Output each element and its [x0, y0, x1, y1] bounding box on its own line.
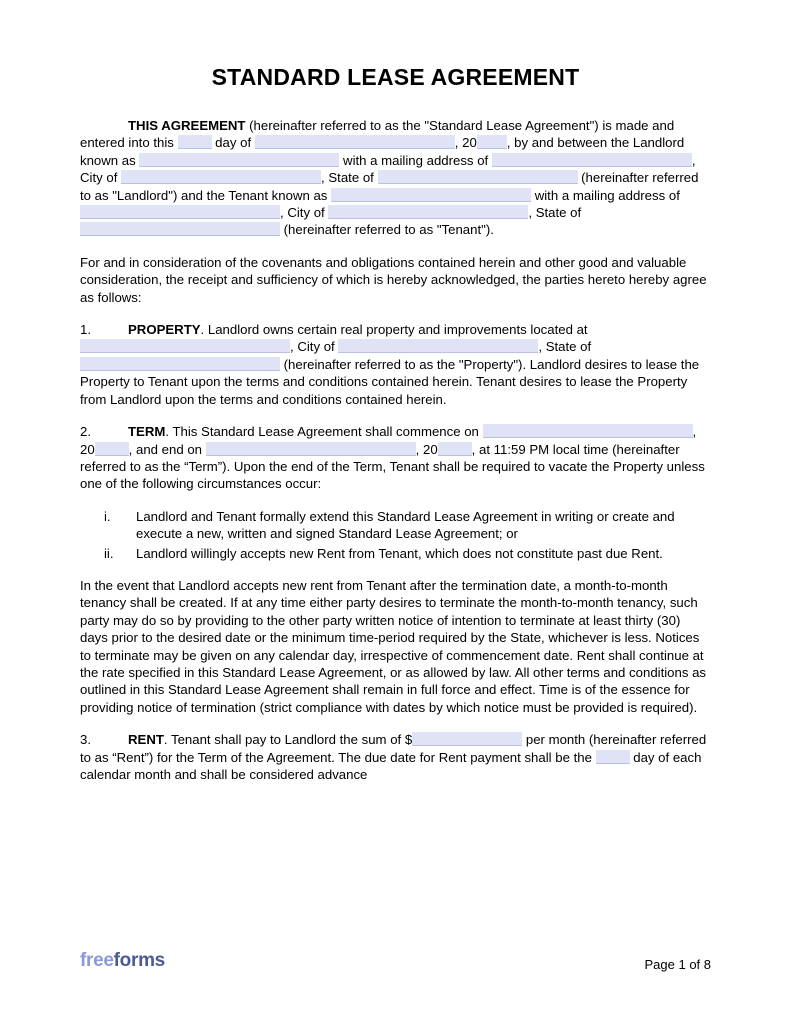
- tenant-name-blank[interactable]: [331, 188, 531, 202]
- intro-text-8: with a mailing address of: [531, 187, 680, 203]
- rent-amount-blank[interactable]: [412, 732, 522, 746]
- term-conditions-list: [80, 508, 711, 562]
- section-term-text-5: , at 11:59 PM local time (hereinafter referred to as the “Term”). Upon the end of the Term, Tenant shall be required to vacate the Property unless one of the following circumstances occur:: [80, 441, 705, 492]
- tenant-city-blank[interactable]: [328, 205, 528, 219]
- property-state-blank[interactable]: [80, 357, 280, 371]
- freeforms-logo[interactable]: [80, 950, 165, 972]
- section-rent-text-2: per month (hereinafter referred to as “Rent”) for the Term of the Agreement. The due date for Rent payment shall be the: [80, 732, 707, 765]
- page-footer: [80, 950, 711, 972]
- intro-text-2: day of: [211, 135, 255, 151]
- section-property: [80, 321, 711, 408]
- section-rent: [80, 731, 711, 783]
- section-property-heading: PROPERTY: [128, 322, 201, 338]
- intro-text-1: (hereinafter referred to as the "Standard Lease Agreement") is made and entered into this: [80, 118, 675, 151]
- section-term-text-3: , and end on: [128, 441, 206, 457]
- section-term-text-4: , 20: [415, 441, 438, 457]
- day-blank[interactable]: [178, 135, 212, 149]
- section-term-text-1: . This Standard Lease Agreement shall commence on: [165, 424, 483, 440]
- section-rent-number: 3.: [80, 732, 91, 748]
- section-term-heading: TERM: [128, 424, 166, 440]
- section-term: [80, 423, 711, 493]
- section-rent-heading: RENT: [128, 732, 164, 748]
- list-item-text: Landlord and Tenant formally extend this Standard Lease Agreement in writing or create and execute a new, written and signed Standard Lease Agreement; or: [136, 508, 675, 542]
- term-end-year-blank[interactable]: [438, 442, 472, 456]
- section-property-text-2: , City of: [290, 339, 339, 355]
- list-item: [80, 545, 711, 562]
- month-blank[interactable]: [255, 135, 455, 149]
- intro-text-6: , City of: [80, 152, 696, 186]
- intro-text-9: , City of: [280, 205, 329, 221]
- intro-paragraph: [80, 117, 711, 239]
- section-term-number: 2.: [80, 424, 91, 440]
- term-start-year-blank[interactable]: [95, 442, 129, 456]
- month-to-month-paragraph: In the event that Landlord accepts new rent from Tenant after the termination date, a month-to-month tenancy shall be created. If at any time either party desires to terminate the month-to-month tenancy, such party may do so by providing to the other party written notice of intention to terminate at least thirty (30) days prior to the desired date or the minimum time-period required by the State, whichever is less. Notices to terminate may be given on any calendar day, irrespective of commencement date. Rent shall continue at the rate specified in this Standard Lease Agreement, or as allowed by law. All other terms and conditions as outlined in this Standard Lease Agreement shall remain in full force and effect. Time is of the essence for providing notice of termination (strict compliance with dates by which notice must be provided is required).: [80, 577, 707, 715]
- landlord-name-blank[interactable]: [139, 153, 339, 167]
- list-item-marker: i.: [104, 508, 111, 524]
- section-property-text-4: (hereinafter referred to as the "Property"). Landlord desires to lease the Property to Tenant upon the terms and conditions contained herein. Tenant desires to lease the Property from Landlord upon the terms and conditions contained herein.: [80, 356, 700, 407]
- section-rent-text-3: day of each calendar month and shall be considered advance: [80, 749, 702, 782]
- intro-text-11: (hereinafter referred to as "Tenant").: [280, 222, 494, 238]
- section-term-text-2: , 20: [80, 424, 697, 457]
- rent-due-day-blank[interactable]: [596, 750, 630, 764]
- consideration-paragraph: For and in consideration of the covenants and obligations contained herein and other good and valuable consideration, the receipt and sufficiency of which is hereby acknowledged, the parties hereto hereby agree as follows:: [80, 254, 707, 305]
- term-end-date-blank[interactable]: [206, 442, 416, 456]
- section-property-number: 1.: [80, 322, 91, 338]
- list-item: [80, 508, 711, 543]
- intro-text-5: with a mailing address of: [339, 152, 492, 168]
- landlord-address-blank[interactable]: [492, 153, 692, 167]
- logo-text-forms: forms: [113, 950, 165, 971]
- section-property-text-3: , State of: [538, 339, 592, 355]
- intro-text-10b: , State of: [528, 205, 582, 221]
- property-city-blank[interactable]: [338, 339, 538, 353]
- list-item-text: Landlord willingly accepts new Rent from Tenant, which does not constitute past due Rent.: [136, 545, 663, 561]
- intro-text-7: (hereinafter referred to as "Landlord") and the Tenant known as: [80, 170, 699, 203]
- section-property-text-1: . Landlord owns certain real property and improvements located at: [200, 322, 588, 338]
- tenant-state-blank[interactable]: [80, 222, 280, 236]
- list-item-marker: ii.: [104, 545, 114, 561]
- page-title: STANDARD LEASE AGREEMENT: [211, 64, 580, 90]
- tenant-address-blank[interactable]: [80, 205, 280, 219]
- property-address-blank[interactable]: [80, 339, 290, 353]
- intro-text-10: , State of: [321, 170, 378, 186]
- year-blank[interactable]: [477, 135, 507, 149]
- logo-text-free: free: [80, 950, 114, 971]
- page-number: Page 1 of 8: [644, 957, 711, 972]
- intro-text-3: , 20: [454, 135, 477, 151]
- intro-text-4: , by and between the Landlord known as: [80, 135, 685, 168]
- intro-lead: THIS AGREEMENT: [128, 118, 246, 133]
- landlord-state-blank[interactable]: [378, 170, 578, 184]
- term-start-date-blank[interactable]: [483, 424, 693, 438]
- landlord-city-blank[interactable]: [121, 170, 321, 184]
- section-rent-text-1: . Tenant shall pay to Landlord the sum of $: [163, 732, 413, 748]
